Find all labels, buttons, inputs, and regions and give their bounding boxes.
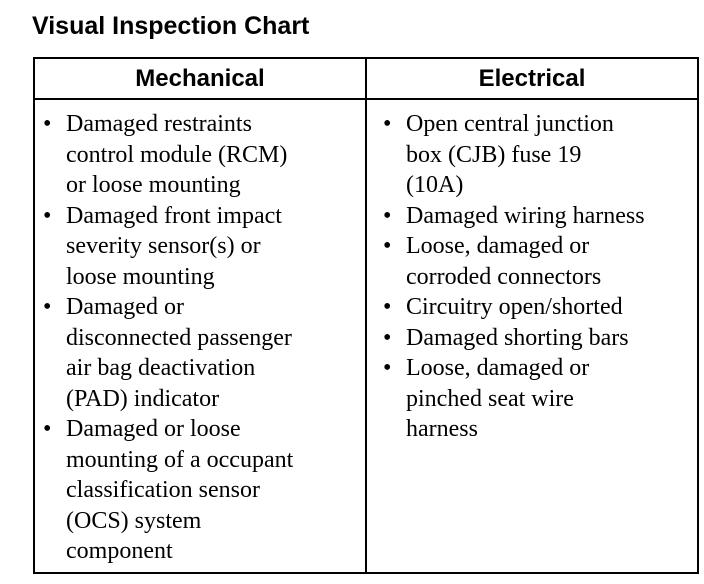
item-text-line: Damaged shorting bars bbox=[406, 324, 629, 351]
inspection-table bbox=[33, 57, 699, 574]
item-text-line: component bbox=[66, 538, 173, 564]
electrical-item bbox=[382, 231, 697, 292]
mechanical-list bbox=[42, 109, 360, 567]
bullet-icon: • bbox=[383, 202, 392, 229]
mechanical-column bbox=[42, 109, 360, 567]
electrical-list bbox=[382, 109, 697, 445]
item-text-line: box (CJB) fuse 19 bbox=[406, 141, 582, 168]
mechanical-item bbox=[42, 292, 360, 414]
electrical-column bbox=[382, 109, 697, 445]
item-text-line: Loose, damaged or bbox=[406, 355, 590, 381]
item-text-line: Damaged or loose bbox=[66, 416, 241, 442]
bullet-icon: • bbox=[43, 416, 52, 442]
bullet-icon: • bbox=[43, 111, 52, 137]
item-text-line: Damaged front impact bbox=[66, 202, 282, 229]
item-text-line: Open central junction bbox=[406, 111, 614, 137]
item-text-line: Damaged or bbox=[66, 294, 184, 320]
item-text-line: Damaged wiring harness bbox=[406, 202, 645, 229]
mechanical-item bbox=[42, 201, 360, 293]
bullet-icon: • bbox=[383, 355, 392, 381]
item-text-line: (PAD) indicator bbox=[66, 385, 220, 412]
item-text-line: mounting of a occupant bbox=[66, 446, 294, 473]
bullet-icon: • bbox=[43, 294, 52, 320]
electrical-item bbox=[382, 109, 697, 201]
item-text-line: or loose mounting bbox=[66, 172, 241, 198]
electrical-item bbox=[382, 323, 697, 354]
item-text-line: corroded connectors bbox=[406, 263, 602, 290]
chart-title: Visual Inspection Chart bbox=[32, 12, 310, 40]
item-text-line: loose mounting bbox=[66, 263, 215, 290]
electrical-column-header: Electrical bbox=[478, 64, 586, 92]
mechanical-item bbox=[42, 109, 360, 201]
column-divider bbox=[365, 59, 367, 572]
item-text-line: severity sensor(s) or bbox=[66, 233, 261, 259]
mechanical-column-header: Mechanical bbox=[135, 64, 265, 92]
item-text-line: (OCS) system bbox=[66, 507, 202, 534]
bullet-icon: • bbox=[383, 324, 392, 351]
bullet-icon: • bbox=[383, 294, 392, 320]
electrical-item bbox=[382, 292, 697, 323]
bullet-icon: • bbox=[43, 202, 52, 229]
item-text-line: control module (RCM) bbox=[66, 141, 288, 168]
item-text-line: harness bbox=[406, 416, 478, 442]
electrical-item bbox=[382, 353, 697, 445]
item-text-line: pinched seat wire bbox=[406, 385, 574, 412]
bullet-icon: • bbox=[383, 233, 392, 259]
item-text-line: Circuitry open/shorted bbox=[406, 294, 623, 320]
item-text-line: air bag deactivation bbox=[66, 355, 256, 381]
item-text-line: (10A) bbox=[406, 172, 464, 198]
item-text-line: classification sensor bbox=[66, 477, 260, 503]
item-text-line: Loose, damaged or bbox=[406, 233, 590, 259]
bullet-icon: • bbox=[383, 111, 392, 137]
item-text-line: disconnected passenger bbox=[66, 324, 292, 351]
item-text-line: Damaged restraints bbox=[66, 111, 252, 137]
electrical-item bbox=[382, 201, 697, 232]
mechanical-item bbox=[42, 414, 360, 567]
